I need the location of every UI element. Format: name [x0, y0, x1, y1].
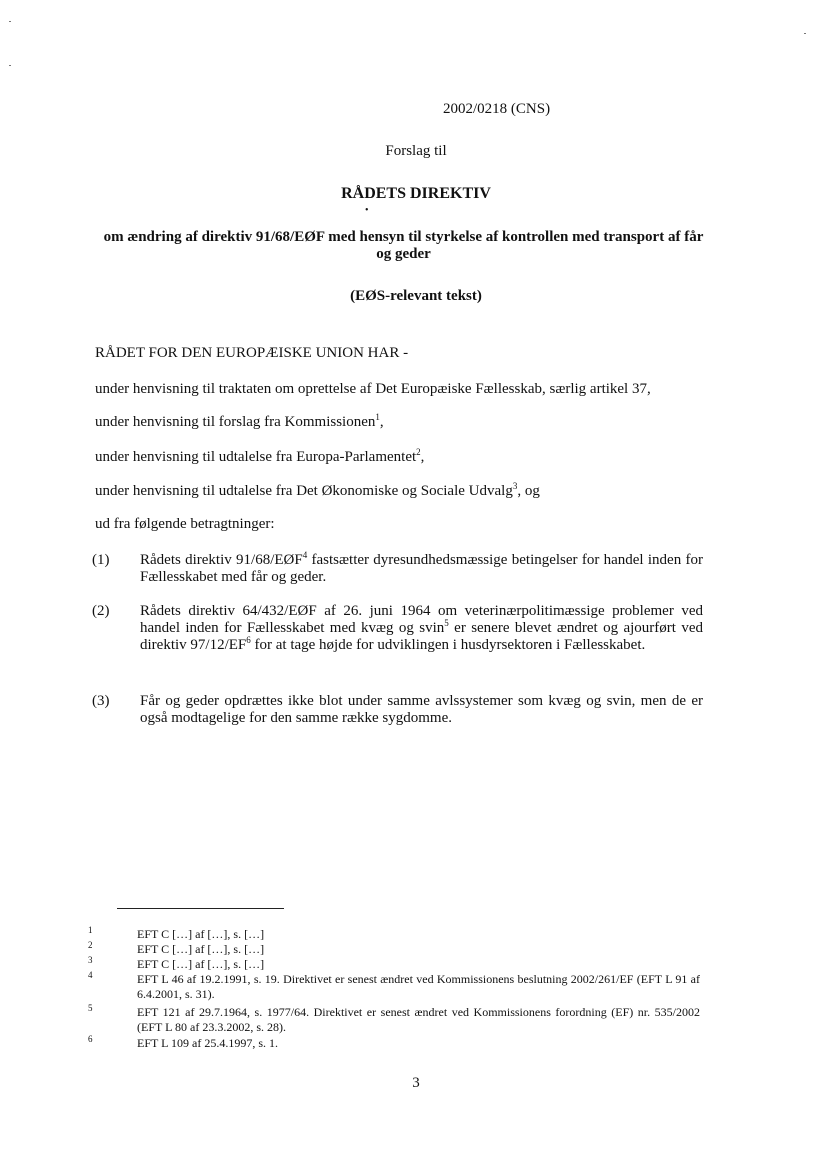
recital: ud fra følgende betragtninger: [95, 516, 275, 532]
footnote-ref: 6 [246, 635, 251, 645]
footnote-number: 2 [88, 940, 93, 950]
recital: under henvisning til traktaten om oprettelse af Det Europæiske Fællesskab, særlig artikel 37, [95, 381, 651, 397]
scan-speck [804, 33, 806, 34]
consideration-text: Får og geder opdrættes ikke blot under samme avlssystemer som kvæg og svin, men de er også modtagelige for den samme række sygdomme. [140, 693, 703, 726]
consideration-text: Rådets direktiv 91/68/EØF$^4$ fastsætter dyresundhedsmæssige betingelser for handel inden for Fællesskabet med får og geder. [140, 550, 703, 585]
proposal-label: Forslag til [385, 143, 447, 159]
footnote-ref: 1 [375, 412, 380, 422]
consideration-text: Rådets direktiv 64/432/EØF af 26. juni 1964 om veterinærpolitimæssige problemer ved handel inden for Fællesskabet med kvæg og svin$^5$ er senere blevet ændret og ajourført ved direktiv $97/12/EF^6$ for at tage højde for udviklingen i husdyrsektoren i Fællesskabet. [140, 603, 703, 653]
bullet-mark: • [365, 205, 369, 216]
page-number: 3 [412, 1075, 420, 1091]
council-heading: RÅDET FOR DEN EUROPÆISKE UNION HAR - [95, 345, 409, 361]
footnote-number: 4 [88, 970, 93, 980]
item-number: (3) [92, 693, 110, 709]
footnote-text: EFT L 109 af 25.4.1997, s. 1. [137, 1036, 278, 1050]
footnote-text: EFT C […] af […], s. […] [137, 927, 265, 941]
scan-speck [9, 21, 11, 22]
footnote-number: 3 [88, 955, 93, 965]
footnote-number: 1 [88, 925, 93, 935]
footnote-text: EFT L 46 af 19.2.1991, s. 19. Direktivet er senest ændret ved Kommissionens beslutning 2002/261/EF (EFT L 91 af 6.4.2001, s. 31). [137, 972, 700, 1001]
directive-title: RÅDETS DIREKTIV [341, 185, 491, 202]
footnote-separator [117, 908, 284, 909]
item-number: (2) [92, 603, 110, 619]
scan-speck [9, 65, 11, 66]
footnote-number: 6 [88, 1034, 93, 1044]
directive-subject: om ændring af direktiv 91/68/EØF med hensyn til styrkelse af kontrollen med transport af får og geder [103, 229, 704, 262]
item-number: (1) [92, 552, 110, 568]
footnote-text: EFT C […] af […], s. […] [137, 942, 265, 956]
footnote-text: EFT 121 af 29.7.1964, s. 1977/64. Direktivet er senest ændret ved Kommissionens forordning (EF) nr. 535/2002 (EFT L 80 af 23.3.2002, s. 28). [137, 1005, 700, 1034]
footnote-ref: 3 [512, 481, 518, 491]
eea-relevance-note: (EØS-relevant tekst) [350, 288, 482, 304]
footnote-ref: 2 [416, 447, 421, 457]
footnote-ref: 4 [302, 550, 308, 560]
footnote-number: 5 [88, 1003, 93, 1013]
recital: under henvisning til forslag fra Kommissionen$^1$, [95, 412, 384, 430]
footnote-text: EFT C […] af […], s. […] [137, 957, 265, 971]
recital: under henvisning til udtalelse fra Europa-Parlamentet$^2$, [95, 447, 425, 465]
footnote-ref: 5 [444, 618, 449, 628]
document-reference: 2002/0218 (CNS) [443, 101, 551, 117]
recital: under henvisning til udtalelse fra Det Økonomiske og Sociale Udvalg$^3$, og [95, 481, 540, 499]
